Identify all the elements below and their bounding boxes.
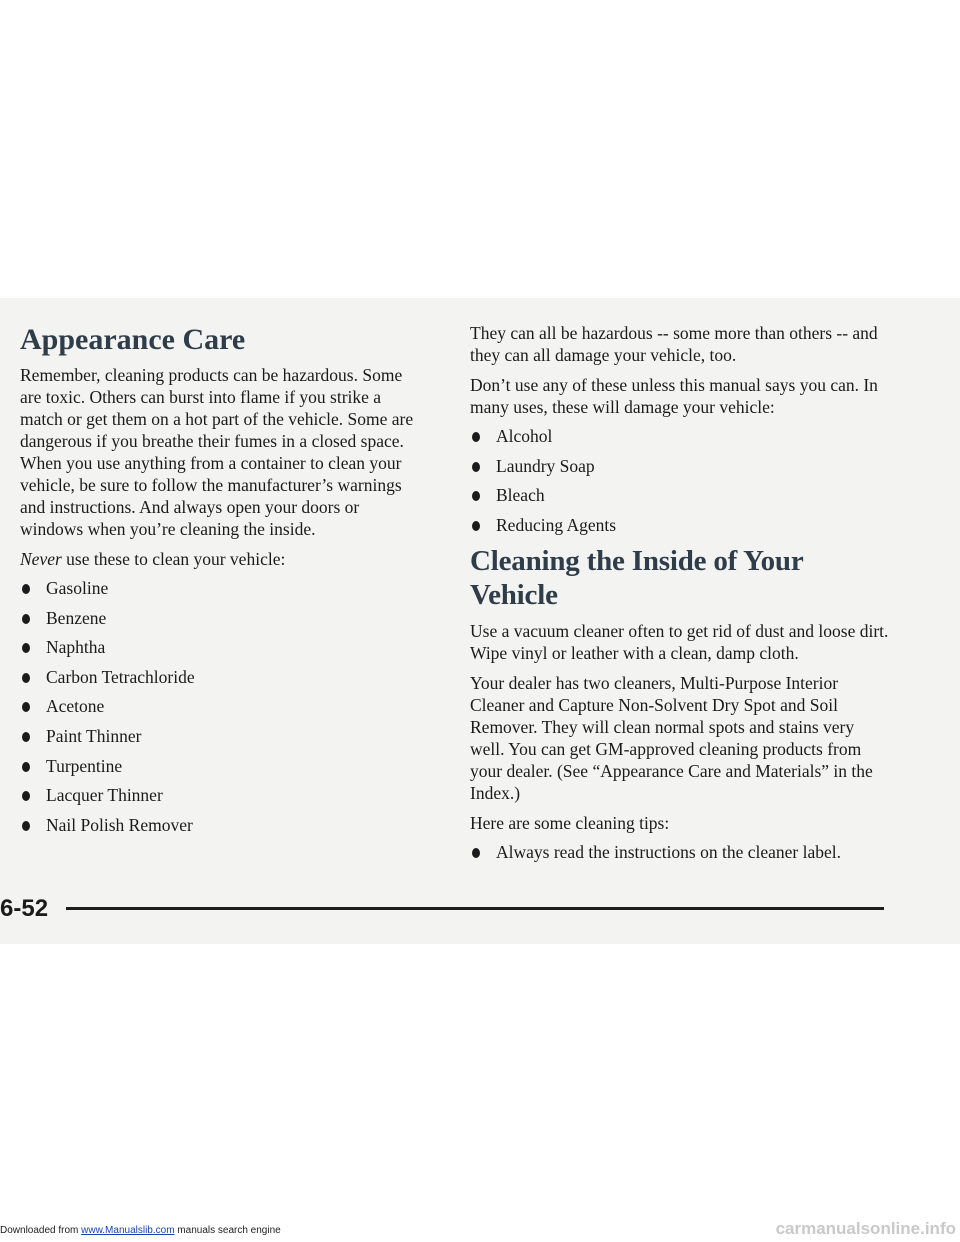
hazard-paragraph: They can all be hazardous -- some more than others -- and they can all damage your vehicle, too. <box>470 323 878 365</box>
list-item: Nail Polish Remover <box>20 815 420 836</box>
vacuum-paragraph: Use a vacuum cleaner often to get rid of dust and loose dirt. Wipe vinyl or leather with a clean, damp cloth. <box>470 621 889 664</box>
list-item: Paint Thinner <box>20 726 420 747</box>
list-item: Carbon Tetrachloride <box>20 667 420 688</box>
bullet-icon <box>22 702 30 712</box>
never-use-intro <box>20 548 420 570</box>
bullet-icon <box>22 821 30 831</box>
bullet-icon <box>22 762 30 772</box>
manualslib-link[interactable]: www.Manualslib.com <box>81 1225 175 1236</box>
list-item: Acetone <box>20 696 420 717</box>
page-number: 6-52 <box>0 895 49 922</box>
list-item: Gasoline <box>20 578 420 599</box>
intro-paragraph: Remember, cleaning products can be hazardous. Some are toxic. Others can burst into flame if you strike a match or get them on a hot part of the vehicle. Some are dangerous if you breathe their fumes in a closed space. When you use anything from a container to clean your vehicle, be sure to follow the manufacturer’s warnings and instructions. And always open your doors or windows when you’re cleaning the inside. <box>20 365 414 539</box>
appearance-care-heading: Appearance Care <box>20 323 246 356</box>
bullet-icon <box>472 848 480 858</box>
bullet-icon <box>472 521 480 531</box>
site-watermark: carmanualsonline.info <box>775 1219 956 1238</box>
list-item: Naphtha <box>20 637 420 658</box>
list-item: Alcohol <box>470 426 890 447</box>
list-item: Bleach <box>470 485 890 506</box>
list-item: Laundry Soap <box>470 456 890 477</box>
tips-intro: Here are some cleaning tips: <box>470 813 670 834</box>
bullet-icon <box>472 491 480 501</box>
footer-rule <box>66 907 884 910</box>
bullet-icon <box>22 614 30 624</box>
bullet-icon <box>472 432 480 442</box>
right-column <box>470 322 890 872</box>
list-item: Turpentine <box>20 756 420 777</box>
dealer-paragraph: Your dealer has two cleaners, Multi-Purpose Interior Cleaner and Capture Non-Solvent Dry Spot and Soil Remover. They will clean normal spots and stains very well. You can get GM-approved cleaning products from your dealer. (See “Appearance Care and Materials” in the Index.) <box>470 673 873 804</box>
never-emphasis: Never <box>20 549 62 569</box>
tips-list <box>470 842 890 863</box>
list-item: Reducing Agents <box>470 515 890 536</box>
bullet-icon <box>22 791 30 801</box>
damage-list <box>470 426 890 536</box>
never-rest: use these to clean your vehicle: <box>61 549 286 569</box>
left-column <box>20 322 420 844</box>
never-use-list <box>20 578 420 836</box>
download-attribution: Downloaded from www.Manualslib.com manuals search engine <box>0 1225 281 1236</box>
list-item: Always read the instructions on the cleaner label. <box>470 842 890 863</box>
cleaning-inside-heading: Cleaning the Inside of Your Vehicle <box>470 545 803 612</box>
dont-use-paragraph: Don’t use any of these unless this manual says you can. In many uses, these will damage your vehicle: <box>470 375 878 417</box>
bullet-icon <box>22 643 30 653</box>
bullet-icon <box>472 462 480 472</box>
list-item: Benzene <box>20 608 420 629</box>
bullet-icon <box>22 584 30 594</box>
list-item: Lacquer Thinner <box>20 785 420 806</box>
bullet-icon <box>22 732 30 742</box>
bullet-icon <box>22 673 30 683</box>
